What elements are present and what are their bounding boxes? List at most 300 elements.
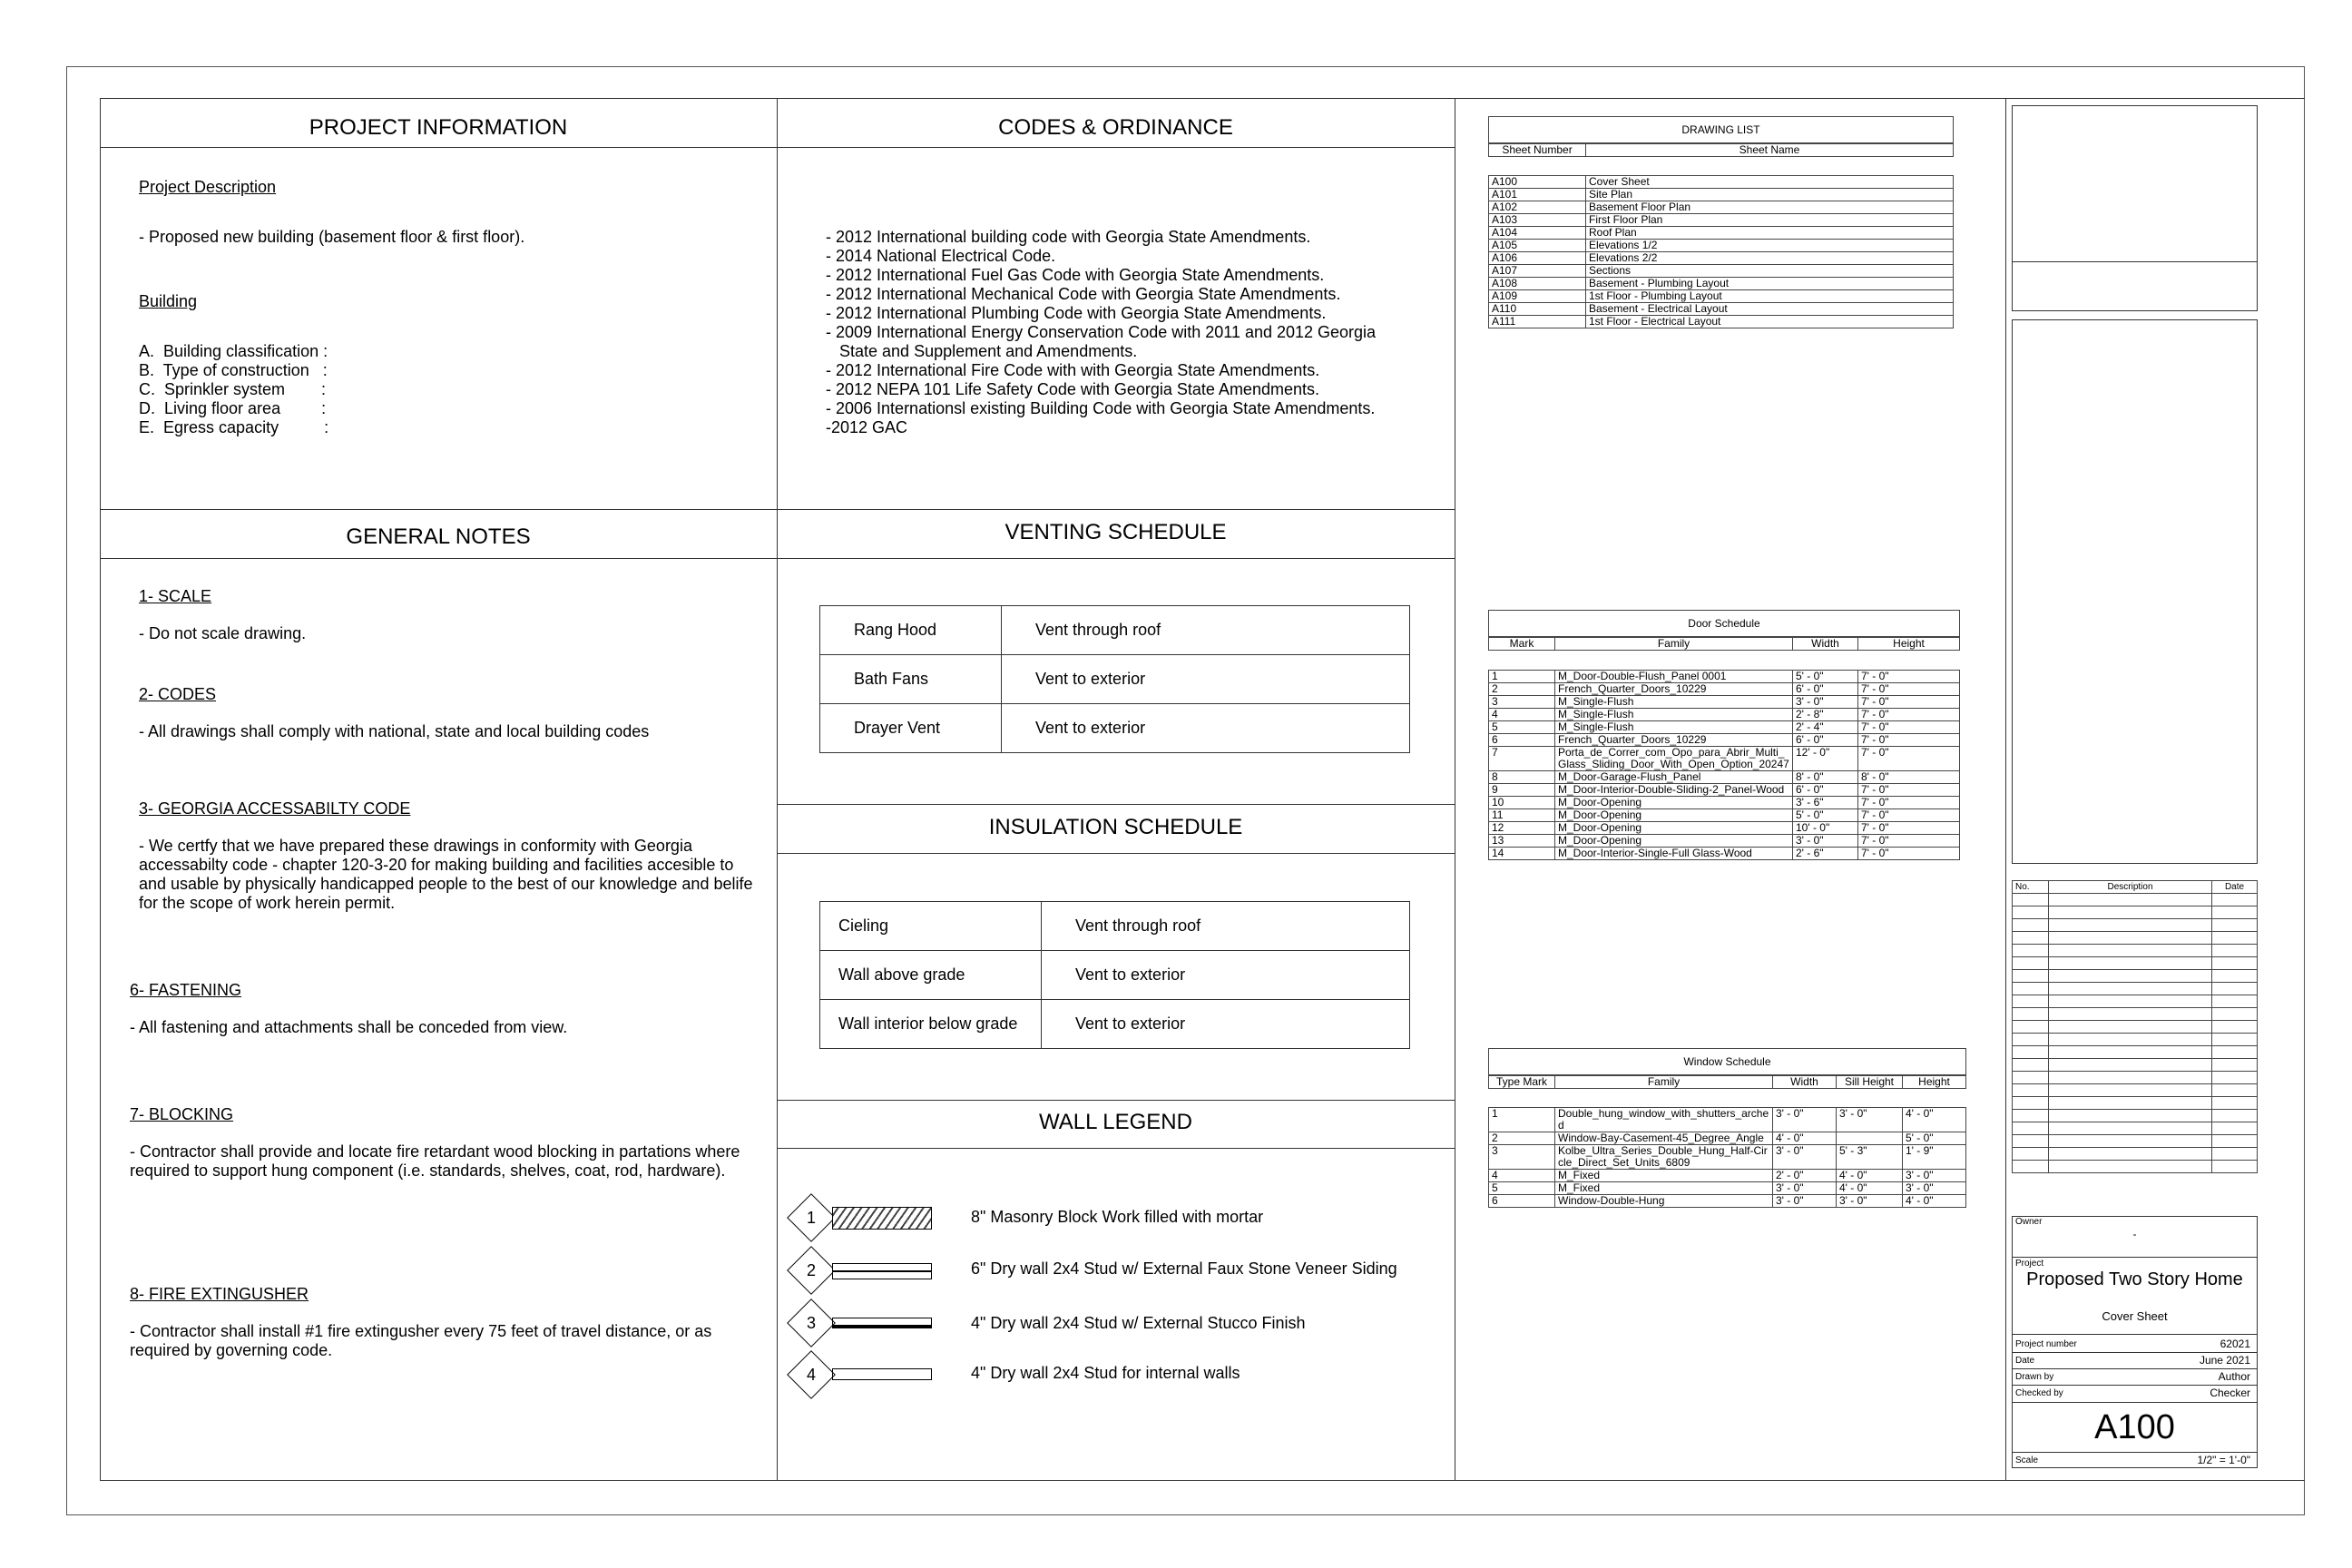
table-cell: M_Single-Flush [1555, 709, 1793, 721]
note-heading: 6- FASTENING [130, 981, 242, 999]
revision-cell [2212, 1097, 2258, 1110]
table-cell: A103 [1489, 214, 1586, 227]
table-cell: A107 [1489, 265, 1586, 278]
checked-by-value: Checker [2210, 1387, 2250, 1399]
table-cell: Cover Sheet [1586, 176, 1954, 189]
table-row [820, 902, 1410, 951]
title-block-consultants-box [2012, 319, 2258, 864]
wall-tag-number: 4 [806, 1366, 816, 1384]
note-text: - Do not scale drawing. [139, 624, 307, 642]
venting-title: VENTING SCHEDULE [1004, 520, 1227, 544]
divider [100, 558, 777, 559]
revision-cell [2013, 932, 2049, 945]
revision-cell [2212, 1072, 2258, 1084]
revision-cell [2013, 945, 2049, 957]
table-cell: 2' - 0" [1773, 1170, 1837, 1182]
table-cell: Kolbe_Ultra_Series_Double_Hung_Half-Circle_Direct_Set_Units_6809 [1555, 1145, 1773, 1170]
revision-cell [2049, 970, 2212, 983]
building-heading: Building [139, 292, 198, 310]
table-row [1489, 734, 1960, 747]
table-row [1489, 201, 1954, 214]
revision-cell [2013, 1135, 2049, 1148]
column-header: Width [1793, 638, 1858, 651]
table-cell: Bath Fans [820, 655, 1002, 704]
revision-cell [2013, 1034, 2049, 1046]
building-item: A. Building classification : [139, 342, 328, 360]
revision-cell [2013, 919, 2049, 932]
table-cell: 2 [1489, 1132, 1555, 1145]
table-row [1489, 189, 1954, 201]
table-cell: M_Fixed [1555, 1182, 1773, 1195]
table-cell: 7' - 0" [1858, 797, 1960, 809]
table-cell: 3 [1489, 696, 1555, 709]
window-schedule-table [1488, 1107, 1966, 1208]
revision-cell [2049, 1161, 2212, 1173]
drywall-stucco-wall-symbol [832, 1318, 932, 1328]
revision-row [2013, 1008, 2258, 1021]
table-row [1489, 747, 1960, 771]
table-cell: 4 [1489, 709, 1555, 721]
revision-cell [2013, 957, 2049, 970]
scale-value: 1/2" = 1'-0" [2197, 1454, 2250, 1466]
divider [2012, 1334, 2258, 1335]
table-cell: 6 [1489, 1195, 1555, 1208]
divider [777, 1100, 1455, 1101]
column-header: Width [1773, 1076, 1837, 1089]
table-cell: Window-Bay-Casement-45_Degree_Angle [1555, 1132, 1773, 1145]
table-row [1489, 784, 1960, 797]
revision-table [2012, 880, 2258, 1173]
internal-drywall-symbol [832, 1368, 932, 1380]
table-cell: 3' - 0" [1773, 1195, 1837, 1208]
revision-row [2013, 1110, 2258, 1122]
revision-cell [2049, 983, 2212, 995]
table-row [1489, 696, 1960, 709]
table-cell [1837, 1132, 1903, 1145]
revision-row [2013, 1046, 2258, 1059]
column-header: Sheet Number [1489, 144, 1586, 157]
revision-row [2013, 957, 2258, 970]
table-cell: 8' - 0" [1793, 771, 1858, 784]
table-cell: French_Quarter_Doors_10229 [1555, 683, 1793, 696]
revision-cell [2212, 1046, 2258, 1059]
table-row [1489, 721, 1960, 734]
table-cell: Wall interior below grade [820, 1000, 1042, 1049]
table-cell: Window-Double-Hung [1555, 1195, 1773, 1208]
table-cell: 3' - 0" [1793, 696, 1858, 709]
table-cell: 7' - 0" [1858, 822, 1960, 835]
table-cell: Elevations 2/2 [1586, 252, 1954, 265]
table-cell: 7' - 0" [1858, 809, 1960, 822]
table-row [1489, 671, 1960, 683]
table-cell: 3' - 0" [1793, 835, 1858, 848]
revision-cell [2212, 1148, 2258, 1161]
revision-cell [2049, 1135, 2212, 1148]
table-cell: Roof Plan [1586, 227, 1954, 240]
table-row [1489, 316, 1954, 328]
revision-cell [2212, 1161, 2258, 1173]
table-cell: 7' - 0" [1858, 671, 1960, 683]
revision-cell [2013, 995, 2049, 1008]
revision-cell [2212, 1059, 2258, 1072]
revision-row [2013, 1148, 2258, 1161]
table-row [1489, 240, 1954, 252]
revision-row [2013, 1161, 2258, 1173]
revision-row [2013, 983, 2258, 995]
revision-cell [2212, 957, 2258, 970]
table-cell: 2' - 4" [1793, 721, 1858, 734]
column-header: Sheet Name [1586, 144, 1954, 157]
table-cell: 3' - 0" [1837, 1195, 1903, 1208]
table-cell: 2' - 6" [1793, 848, 1858, 860]
table-cell: 4 [1489, 1170, 1555, 1182]
table-cell: M_Door-Opening [1555, 797, 1793, 809]
revision-cell [2049, 932, 2212, 945]
table-cell: 9 [1489, 784, 1555, 797]
table-cell: First Floor Plan [1586, 214, 1954, 227]
door-schedule-header [1488, 637, 1960, 651]
table-cell: Drayer Vent [820, 704, 1002, 753]
table-row [1489, 265, 1954, 278]
table-cell: 7' - 0" [1858, 696, 1960, 709]
door-schedule-table [1488, 670, 1960, 860]
table-row [1489, 822, 1960, 835]
window-schedule-header [1488, 1075, 1966, 1089]
revision-row [2013, 894, 2258, 906]
table-cell: 1 [1489, 671, 1555, 683]
table-cell: 7' - 0" [1858, 734, 1960, 747]
revision-cell [2049, 1059, 2212, 1072]
insulation-table [819, 901, 1410, 1049]
drawing-list-title: DRAWING LIST [1488, 116, 1954, 143]
revision-row [2013, 1097, 2258, 1110]
code-line: - 2006 Internationsl existing Building Code with Georgia State Amendments. [826, 399, 1376, 417]
revision-cell [2212, 1084, 2258, 1097]
table-cell: Basement - Plumbing Layout [1586, 278, 1954, 290]
date-label: Date [2015, 1356, 2035, 1366]
revision-cell [2212, 1034, 2258, 1046]
table-row [1489, 227, 1954, 240]
table-cell: 7 [1489, 747, 1555, 771]
code-line: - 2012 International Mechanical Code with Georgia State Amendments. [826, 285, 1341, 303]
revision-cell [2049, 945, 2212, 957]
table-row [1489, 848, 1960, 860]
table-row [1489, 1170, 1966, 1182]
project-number-value: 62021 [2220, 1338, 2250, 1350]
table-cell: 6' - 0" [1793, 683, 1858, 696]
project-description-heading: Project Description [139, 178, 277, 196]
table-cell: A102 [1489, 201, 1586, 214]
table-cell: A111 [1489, 316, 1586, 328]
column-header: Height [1903, 1076, 1966, 1089]
table-cell: 7' - 0" [1858, 747, 1960, 771]
table-row [1489, 771, 1960, 784]
revision-cell [2049, 1110, 2212, 1122]
table-cell: Basement Floor Plan [1586, 201, 1954, 214]
project-info-title: PROJECT INFORMATION [309, 115, 568, 140]
revision-cell [2212, 1135, 2258, 1148]
project-number-label: Project number [2015, 1339, 2077, 1349]
revision-cell [2013, 1072, 2049, 1084]
note-heading: 2- CODES [139, 685, 217, 703]
drawing-list-header [1488, 143, 1954, 157]
scale-label: Scale [2015, 1455, 2039, 1465]
revision-cell [2013, 1148, 2049, 1161]
divider [777, 98, 778, 1481]
table-cell: Vent to exterior [1002, 704, 1410, 753]
table-cell: A105 [1489, 240, 1586, 252]
revision-cell [2013, 1021, 2049, 1034]
table-row [1489, 683, 1960, 696]
divider [2012, 261, 2258, 262]
table-cell: A101 [1489, 189, 1586, 201]
revision-cell [2013, 906, 2049, 919]
code-line: - 2014 National Electrical Code. [826, 247, 1056, 265]
revision-row [2013, 970, 2258, 983]
wall-tag-number: 1 [806, 1209, 816, 1227]
table-row [1489, 1145, 1966, 1170]
note-text: - We certfy that we have prepared these drawings in conformity with Georgia accessabilty code - chapter 120-3-20 for making building and facilities accesible to and usable by physically handicapped people to the best of our knowledge and belife for the scope of work herein permit. [139, 837, 753, 912]
table-cell: Rang Hood [820, 606, 1002, 655]
table-cell: A106 [1489, 252, 1586, 265]
table-cell: 13 [1489, 835, 1555, 848]
table-cell: M_Single-Flush [1555, 721, 1793, 734]
revision-cell [2212, 995, 2258, 1008]
revision-cell [2013, 1110, 2049, 1122]
wall-tag-number: 2 [806, 1261, 816, 1279]
building-item: B. Type of construction : [139, 361, 328, 379]
revision-cell [2013, 1122, 2049, 1135]
divider [100, 509, 1455, 510]
masonry-wall-symbol [832, 1207, 932, 1230]
table-cell: A109 [1489, 290, 1586, 303]
note-text: - Contractor shall provide and locate fire retardant wood blocking in partations where required to support hung component (i.e. standards, shelves, coat, rod, hardware). [130, 1142, 740, 1180]
table-cell: 7' - 0" [1858, 835, 1960, 848]
wall-legend-text: 4" Dry wall 2x4 Stud w/ External Stucco Finish [971, 1314, 1306, 1332]
table-cell: 3' - 0" [1903, 1170, 1966, 1182]
divider [2012, 1402, 2258, 1403]
table-cell: 3 [1489, 1145, 1555, 1170]
table-cell: M_Door-Garage-Flush_Panel [1555, 771, 1793, 784]
revision-row [2013, 932, 2258, 945]
table-row [820, 951, 1410, 1000]
table-cell: 5 [1489, 1182, 1555, 1195]
table-cell: 5' - 3" [1837, 1145, 1903, 1170]
revision-cell [2013, 1097, 2049, 1110]
project-description-text: - Proposed new building (basement floor & first floor). [139, 228, 525, 246]
revision-cell [2212, 1122, 2258, 1135]
table-cell: Porta_de_Correr_com_Opo_para_Abrir_Multi_Glass_Sliding_Door_With_Open_Option_20247 [1555, 747, 1793, 771]
column-header: Type Mark [1489, 1076, 1555, 1089]
table-row [1489, 809, 1960, 822]
table-cell: 10 [1489, 797, 1555, 809]
table-cell: 6' - 0" [1793, 784, 1858, 797]
table-row [1489, 1195, 1966, 1208]
table-row [1489, 709, 1960, 721]
table-cell: Vent through roof [1002, 606, 1410, 655]
insulation-title: INSULATION SCHEDULE [988, 815, 1243, 839]
revision-cell [2049, 1021, 2212, 1034]
revision-row [2013, 995, 2258, 1008]
table-cell: 4' - 0" [1837, 1170, 1903, 1182]
table-cell: Basement - Electrical Layout [1586, 303, 1954, 316]
column-header: No. [2013, 881, 2049, 894]
table-cell: A104 [1489, 227, 1586, 240]
table-cell: M_Fixed [1555, 1170, 1773, 1182]
revision-cell [2049, 1046, 2212, 1059]
table-row [820, 655, 1410, 704]
table-row [1489, 252, 1954, 265]
window-schedule-title: Window Schedule [1488, 1048, 1966, 1075]
table-cell: 3' - 0" [1773, 1182, 1837, 1195]
table-cell: 2 [1489, 683, 1555, 696]
revision-cell [2049, 1148, 2212, 1161]
sheet-number: A100 [2094, 1408, 2175, 1446]
table-row [1489, 278, 1954, 290]
table-cell: Cieling [820, 902, 1042, 951]
table-cell: M_Door-Opening [1555, 809, 1793, 822]
table-cell: M_Single-Flush [1555, 696, 1793, 709]
table-row [820, 1000, 1410, 1049]
owner-label: Owner [2015, 1217, 2043, 1227]
table-cell: Site Plan [1586, 189, 1954, 201]
building-item: D. Living floor area : [139, 399, 327, 417]
table-cell: 3' - 0" [1903, 1182, 1966, 1195]
revision-cell [2212, 932, 2258, 945]
table-cell: 3' - 0" [1773, 1108, 1837, 1132]
revision-cell [2212, 945, 2258, 957]
codes-title: CODES & ORDINANCE [998, 115, 1233, 140]
revision-row [2013, 1059, 2258, 1072]
table-cell: 7' - 0" [1858, 784, 1960, 797]
table-cell: 5' - 0" [1793, 809, 1858, 822]
revision-cell [2212, 919, 2258, 932]
drywall-stone-wall-symbol [832, 1263, 932, 1279]
table-cell: 6 [1489, 734, 1555, 747]
table-cell: Vent through roof [1042, 902, 1410, 951]
table-cell: 5 [1489, 721, 1555, 734]
title-block-logo-box [2012, 105, 2258, 311]
table-cell: 7' - 0" [1858, 709, 1960, 721]
codes-list [826, 228, 1376, 437]
table-cell: 7' - 0" [1858, 848, 1960, 860]
owner-value: - [2132, 1228, 2137, 1240]
table-cell: M_Door-Opening [1555, 822, 1793, 835]
revision-cell [2049, 1084, 2212, 1097]
drawn-by-label: Drawn by [2015, 1372, 2054, 1382]
revision-cell [2049, 919, 2212, 932]
table-row [1489, 176, 1954, 189]
divider [777, 804, 1455, 805]
code-line: - 2012 NEPA 101 Life Safety Code with Georgia State Amendments. [826, 380, 1319, 398]
date-value: June 2021 [2199, 1354, 2250, 1367]
table-cell: 1st Floor - Electrical Layout [1586, 316, 1954, 328]
table-row [1489, 797, 1960, 809]
table-cell: 5' - 0" [1903, 1132, 1966, 1145]
table-cell: 4' - 0" [1837, 1182, 1903, 1195]
table-cell: Vent to exterior [1042, 1000, 1410, 1049]
revision-cell [2212, 1008, 2258, 1021]
note-heading: 1- SCALE [139, 587, 212, 605]
sheet-name: Cover Sheet [2102, 1309, 2168, 1323]
note-text: - All fastening and attachments shall be conceded from view. [130, 1018, 568, 1036]
table-cell: 1' - 9" [1903, 1145, 1966, 1170]
table-cell: M_Door-Interior-Double-Sliding-2_Panel-Wood [1555, 784, 1793, 797]
building-item: C. Sprinkler system : [139, 380, 327, 398]
divider [2012, 1452, 2258, 1453]
divider [100, 147, 777, 148]
table-cell: 11 [1489, 809, 1555, 822]
code-line: - 2009 International Energy Conservation Code with 2011 and 2012 Georgia [826, 323, 1377, 341]
revision-cell [2049, 1034, 2212, 1046]
project-name: Proposed Two Story Home [2026, 1269, 2243, 1289]
revision-row [2013, 1021, 2258, 1034]
table-cell: 5' - 0" [1793, 671, 1858, 683]
revision-cell [2013, 1084, 2049, 1097]
building-item: E. Egress capacity : [139, 418, 329, 436]
table-cell: 3' - 0" [1773, 1145, 1837, 1170]
column-header: Sill Height [1837, 1076, 1903, 1089]
table-cell: M_Door-Interior-Single-Full Glass-Wood [1555, 848, 1793, 860]
wall-tag-number: 3 [806, 1314, 816, 1332]
table-cell: A108 [1489, 278, 1586, 290]
table-cell: Vent to exterior [1042, 951, 1410, 1000]
revision-row [2013, 945, 2258, 957]
general-notes-title: GENERAL NOTES [346, 524, 531, 549]
revision-row [2013, 1034, 2258, 1046]
table-cell: 3' - 6" [1793, 797, 1858, 809]
wall-legend-title: WALL LEGEND [1039, 1110, 1192, 1134]
table-row [820, 704, 1410, 753]
column-header: Date [2212, 881, 2258, 894]
drawn-by-value: Author [2218, 1370, 2250, 1383]
revision-cell [2212, 970, 2258, 983]
table-cell: Wall above grade [820, 951, 1042, 1000]
divider [777, 147, 1455, 148]
table-cell: 1 [1489, 1108, 1555, 1132]
table-cell: 4' - 0" [1903, 1108, 1966, 1132]
note-heading: 7- BLOCKING [130, 1105, 234, 1123]
revision-cell [2013, 1161, 2049, 1173]
table-cell: Vent to exterior [1002, 655, 1410, 704]
checked-by-label: Checked by [2015, 1388, 2063, 1398]
table-cell: Elevations 1/2 [1586, 240, 1954, 252]
project-label: Project [2015, 1259, 2044, 1269]
table-cell: 4' - 0" [1773, 1132, 1837, 1145]
table-cell: 8 [1489, 771, 1555, 784]
divider [2012, 1368, 2258, 1369]
venting-table [819, 605, 1410, 753]
revision-cell [2049, 1122, 2212, 1135]
table-cell: 10' - 0" [1793, 822, 1858, 835]
revision-cell [2212, 1021, 2258, 1034]
wall-legend-text: 8" Masonry Block Work filled with mortar [971, 1208, 1264, 1226]
table-row [1489, 1132, 1966, 1145]
table-row [1489, 303, 1954, 316]
code-line: - 2012 International Plumbing Code with Georgia State Amendments. [826, 304, 1327, 322]
revision-row [2013, 906, 2258, 919]
column-header: Height [1858, 638, 1960, 651]
table-cell: Double_hung_window_with_shutters_arched [1555, 1108, 1773, 1132]
revision-cell [2013, 983, 2049, 995]
revision-cell [2212, 906, 2258, 919]
divider [2012, 1352, 2258, 1353]
divider [777, 853, 1455, 854]
code-line: - 2012 International Fire Code with with Georgia State Amendments. [826, 361, 1320, 379]
wall-legend-text: 6" Dry wall 2x4 Stud w/ External Faux Stone Veneer Siding [971, 1259, 1397, 1278]
note-heading: 3- GEORGIA ACCESSABILTY CODE [139, 799, 411, 818]
revision-cell [2049, 1097, 2212, 1110]
